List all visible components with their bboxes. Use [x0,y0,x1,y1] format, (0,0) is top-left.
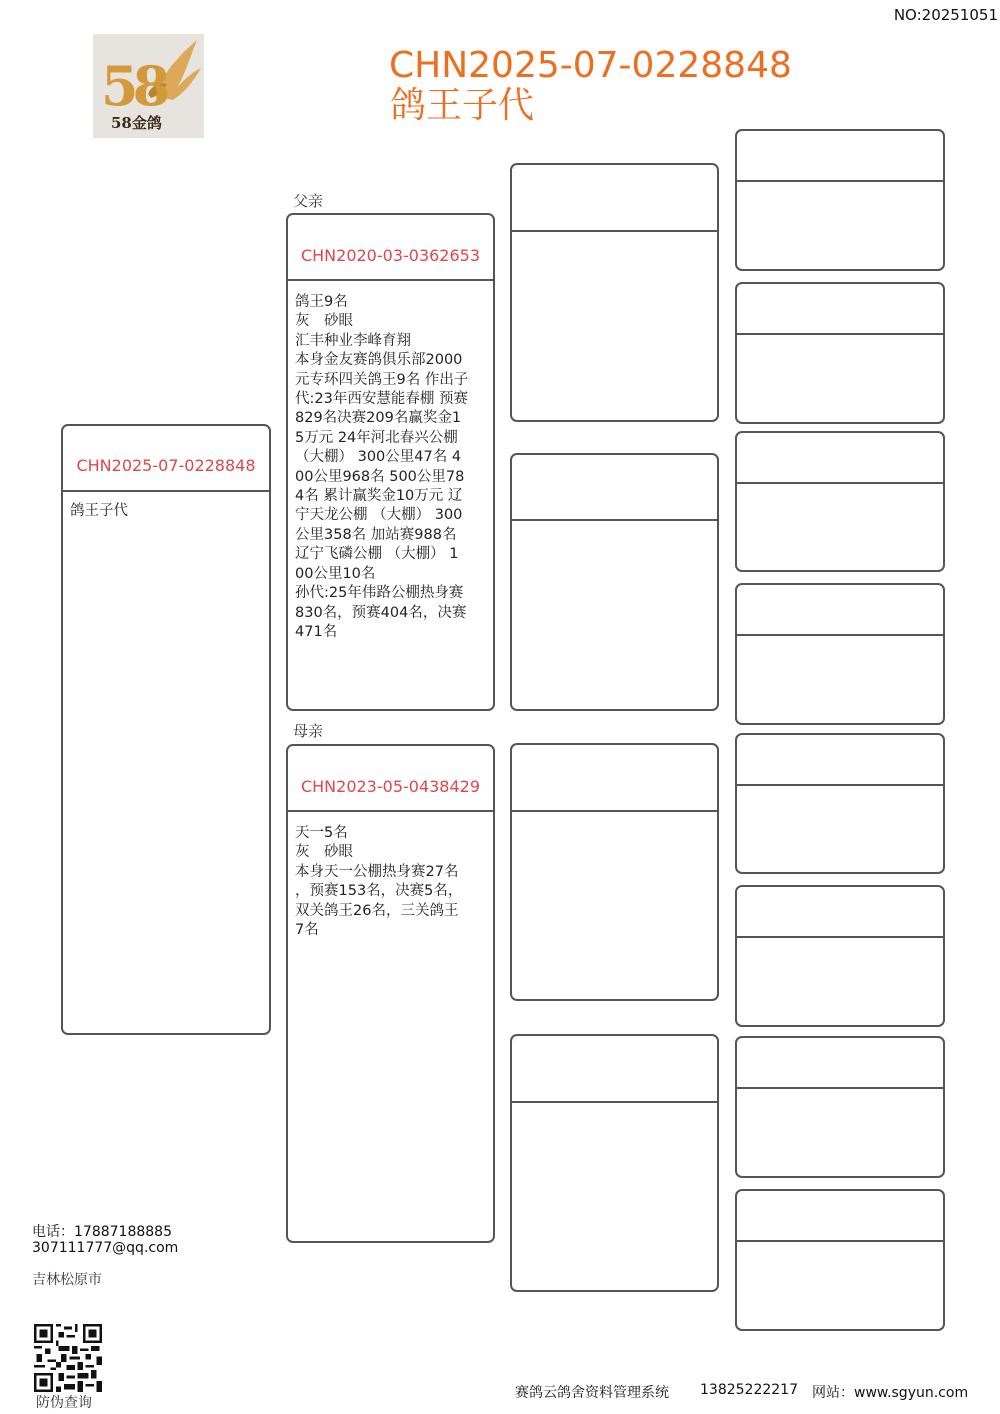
great-grandparent-card-header [737,433,943,484]
great-grandparent-card-header [737,284,943,335]
father-line: 471名 [295,623,338,640]
father-description [295,293,487,642]
great-grandparent-card-header [737,1191,943,1242]
great-grandparent-card-header [737,735,943,786]
main-title: 鸽王子代 [390,85,535,126]
father-line: 孙代:25年伟路公棚热身赛 [295,585,464,602]
father-ring-number: CHN2020-03-0362653 [300,246,481,265]
great-grandparent-card-header [737,585,943,636]
grandparent-card-header [512,455,717,521]
footer-system: 赛鸽云鸽舍资料管理系统 [515,1385,669,1401]
great-grandparent-card [735,1036,945,1178]
father-card-header [288,215,493,281]
father-line: 829名决赛209名赢奖金1 [295,410,462,427]
father-line: 灰 砂眼 [295,313,353,330]
qr-code-icon [34,1324,102,1392]
loft-logo [93,34,204,138]
father-label: 父亲 [293,192,324,210]
father-line: 830名，预赛404名，决赛 [295,604,467,621]
contact-city: 吉林松原市 [32,1272,102,1288]
father-line: 代:23年西安慧能春棚 预赛 [295,391,468,408]
mother-card-header [288,746,493,812]
document-number: NO:20251051 [893,6,998,24]
logo-text: 58金鸽 [111,114,162,132]
great-grandparent-card-header [737,1038,943,1089]
grandparent-card-header [512,1036,717,1103]
father-line: 00公里10名 [295,565,376,582]
main-ring-number: CHN2025-07-0228848 [389,45,792,86]
great-grandparent-card [735,1189,945,1331]
footer-site: 网站：www.sgyun.com [812,1385,969,1401]
grandparent-card [510,453,719,711]
mother-line: 灰 砂眼 [295,844,353,861]
contact-email: 307111777@qq.com [32,1240,179,1256]
subject-card-header [63,426,269,492]
great-grandparent-card-header [737,887,943,938]
mother-line: 天一5名 [295,825,348,841]
father-line: 汇丰种业李峰育翔 [295,332,411,349]
great-grandparent-card [735,885,945,1027]
father-line: 辽宁飞磷公棚 （大棚） 1 [295,546,459,563]
subject-card [61,424,271,1035]
mother-description [295,824,487,940]
father-line: （大棚） 300公里47名 4 [295,449,462,466]
father-line: 4名 累计赢奖金10万元 辽 [295,488,463,505]
footer-tel: 13825222217 [700,1382,798,1398]
father-line: 本身金友赛鸽俱乐部2000 [295,352,463,369]
grandparent-card [510,743,719,1001]
father-line: 元专环四关鸽王9名 作出子 [295,371,469,388]
mother-line: ，预赛153名，决赛5名， [295,883,463,900]
mother-card [286,744,495,1243]
mother-ring-number: CHN2023-05-0438429 [300,777,481,796]
subject-ring-number: CHN2025-07-0228848 [76,456,256,475]
great-grandparent-card [735,431,945,572]
contact-phone: 电话：17887188885 [32,1224,172,1240]
mother-label: 母亲 [293,722,324,740]
mother-line: 7名 [295,922,319,939]
logo-number: 58 [101,54,165,118]
great-grandparent-card [735,733,945,874]
grandparent-card [510,1034,719,1292]
father-line: 5万元 24年河北春兴公棚 [295,429,458,446]
great-grandparent-card-header [737,131,943,182]
father-card [286,213,495,711]
great-grandparent-card [735,129,945,271]
grandparent-card-header [512,165,717,232]
subject-description: 鸽王子代 [70,503,128,519]
great-grandparent-card [735,282,945,424]
mother-line: 双关鸽王26名，三关鸽王 [295,902,459,919]
father-line: 公里358名 加站赛988名 [295,526,457,543]
great-grandparent-card [735,583,945,725]
qr-caption: 防伪查询 [36,1395,92,1411]
father-line: 宁天龙公棚 （大棚） 300 [295,507,463,524]
grandparent-card-header [512,745,717,812]
father-line: 鸽王9名 [295,294,348,310]
mother-line: 本身天一公棚热身赛27名 [295,863,459,880]
father-line: 00公里968名 500公里78 [295,468,465,485]
grandparent-card [510,163,719,422]
